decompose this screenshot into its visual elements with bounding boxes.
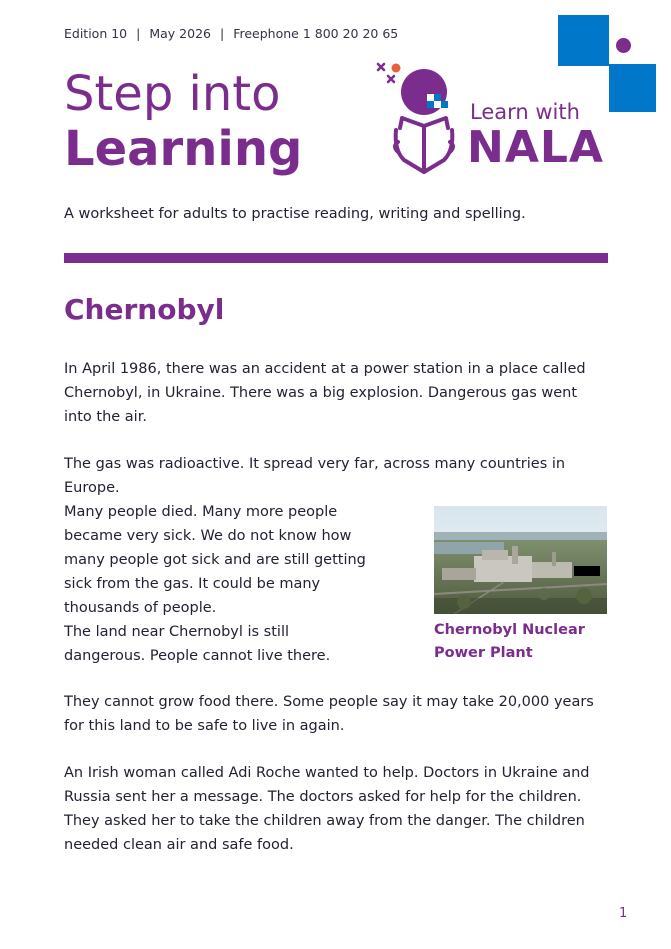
- paragraph: They cannot grow food there. Some people say it may take 20,000 years for this land to be safe to live in again.: [64, 694, 594, 734]
- paragraph: An Irish woman called Adi Roche wanted to help. Doctors in Ukraine and Russia sent her a message. The doctors asked for help for the children. They asked her to take the children away from the danger. The children needed clean air and safe food.: [64, 765, 590, 853]
- decorative-square: [609, 64, 656, 112]
- freephone-number: Freephone 1 800 20 20 65: [233, 26, 399, 41]
- article-heading: Chernobyl: [64, 293, 225, 326]
- paragraph: The gas was radioactive. It spread very far, across many countries in Europe.: [64, 456, 566, 496]
- separator: |: [220, 26, 225, 41]
- worksheet-subtitle: A worksheet for adults to practise reading, writing and spelling.: [64, 206, 526, 222]
- edition-label: Edition 10: [64, 26, 128, 41]
- paragraph: In April 1986, there was an accident at a power station in a place called Chernobyl, in Ukraine. There was a big explosion. Dangerous gas went into the air.: [64, 361, 586, 425]
- title-line-1: Step into: [64, 66, 281, 122]
- photo-caption: Chernobyl Nuclear Power Plant: [434, 622, 585, 661]
- power-plant-photo: [434, 506, 607, 614]
- divider-rule: [64, 253, 608, 263]
- separator: |: [136, 26, 141, 41]
- issue-date: May 2026: [149, 26, 211, 41]
- page-number: 1: [619, 906, 628, 921]
- logo-wordmark: NALA: [467, 122, 604, 173]
- decorative-dot: [616, 38, 631, 53]
- paragraph: Many people died. Many more people became very sick. We do not know how many people got sick and are still getting sick from the gas. It could be many thousands of people.: [64, 504, 366, 616]
- decorative-square: [558, 15, 609, 66]
- page-title: [64, 68, 302, 176]
- header-meta: [64, 26, 398, 41]
- logo-tagline: Learn with: [470, 100, 580, 124]
- paragraph: The land near Chernobyl is still dangerous. People cannot live there.: [64, 624, 331, 664]
- title-line-2: Learning: [64, 120, 303, 177]
